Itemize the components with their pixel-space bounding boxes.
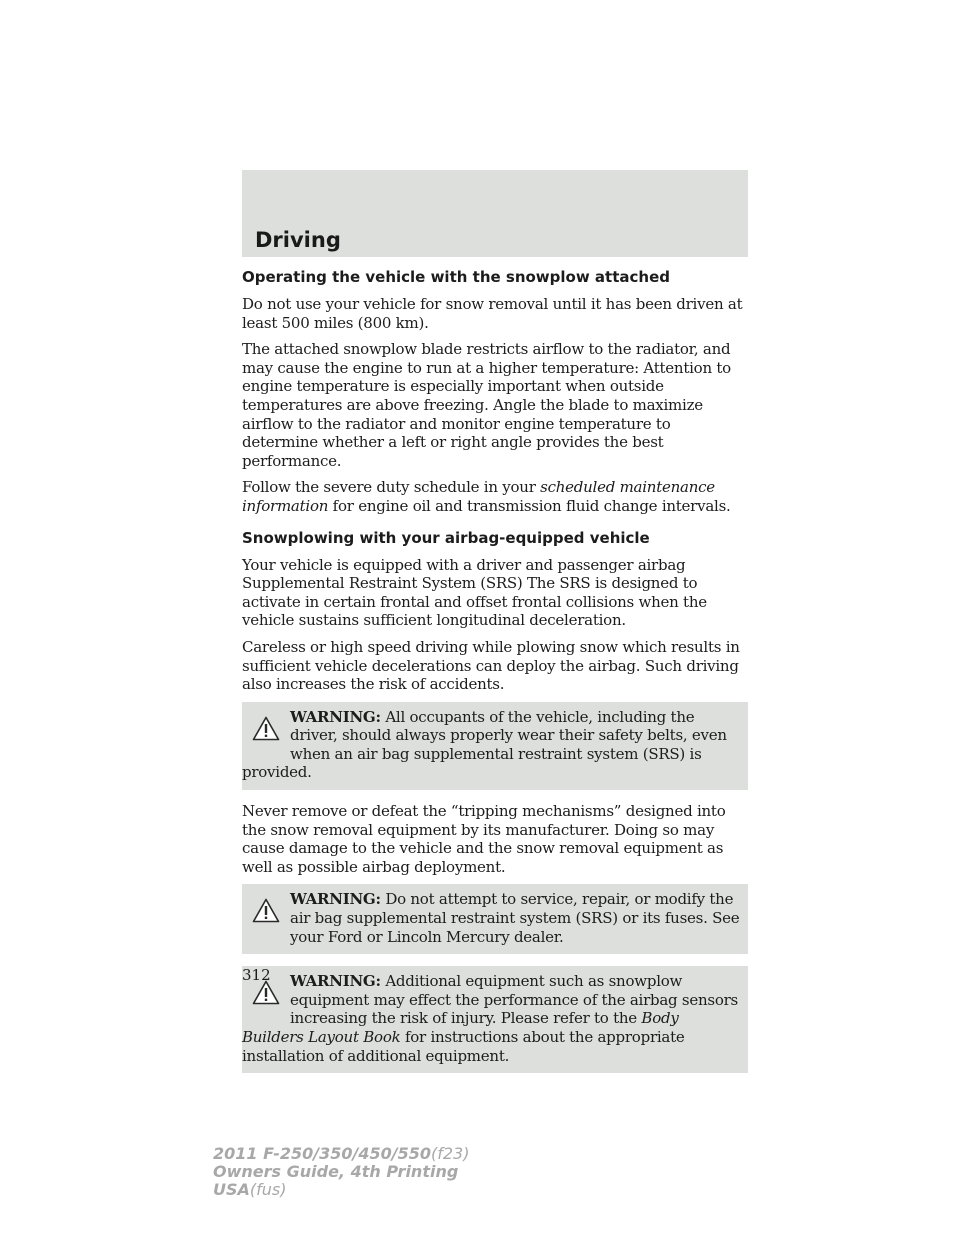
heading-snowplow-attached: Operating the vehicle with the snowplow attached (242, 268, 670, 286)
warning-triangle-icon (242, 712, 290, 748)
paragraph-break-in: Do not use your vehicle for snow removal until it has been driven at least 500 miles (800 km). (242, 295, 743, 332)
footer-market-line: USA(fus) (213, 1180, 287, 1199)
warning-text: All occupants of the vehicle, including the driver, should always properly wear their safety belts, even when an air bag supplemental restraint system (SRS) is provided. (242, 707, 727, 782)
footer-guide-line: Owners Guide, 4th Printing (213, 1162, 459, 1181)
scheduled-maintenance-reference: scheduled maintenance information (242, 478, 715, 515)
warning-box-additional-equipment (242, 966, 748, 1073)
warning-triangle-icon (242, 894, 290, 930)
page-number: 312 (242, 966, 271, 984)
page-content (242, 267, 748, 1085)
paragraph-srs: Your vehicle is equipped with a driver and passenger airbag Supplemental Restraint System (SRS) The SRS is designed to activate in certain frontal and offset frontal collisions when the vehicle sustains sufficient longitudinal deceleration. (242, 555, 707, 630)
warning-box-safety-belts (242, 702, 748, 790)
section-title: Driving (255, 228, 341, 252)
warning-text: Do not attempt to service, repair, or modify the air bag supplemental restraint system (SRS) or its fuses. See your Ford or Lincoln Mercury dealer. (290, 890, 740, 946)
heading-airbag-snowplowing: Snowplowing with your airbag-equipped vehicle (242, 528, 650, 547)
warning-label: WARNING: (290, 972, 381, 991)
paragraph-airflow: The attached snowplow blade restricts airflow to the radiator, and may cause the engine to run at a higher temperature: Attention to engine temperature is especially important when outside temperatures are above freezing. Angle the blade to maximize airflow to the radiator and monitor engine temperature to determine whether a left or right angle provides the best performance. (242, 340, 731, 470)
paragraph-careless-driving: Careless or high speed driving while plowing snow which results in sufficient vehicle decelerations can deploy the airbag. Such driving also increases the risk of accidents. (242, 637, 740, 694)
footer-model-line: 2011 F-250/350/450/550(f23) (213, 1144, 470, 1163)
body-builders-layout-book-reference: Body Builders Layout Book (242, 1009, 679, 1046)
warning-label: WARNING: (290, 707, 381, 726)
footer-print-info (213, 1145, 469, 1199)
warning-text: Additional equipment such as snowplow equipment may effect the performance of the airbag sensors increasing the risk of injury. Please refer to the Body Builders Layout Book for instructions about the appropriate installation of additional equipment. (242, 972, 739, 1065)
warning-box-service-srs (242, 884, 748, 954)
paragraph-tripping-mechanisms: Never remove or defeat the “tripping mechanisms” designed into the snow removal equipment by its manufacturer. Doing so may cause damage to the vehicle and the snow removal equipment as well as possible airbag deployment. (242, 802, 726, 876)
warning-label: WARNING: (290, 890, 381, 909)
paragraph-severe-duty: Follow the severe duty schedule in your scheduled maintenance information for engine oil and transmission fluid change intervals. (242, 478, 731, 515)
